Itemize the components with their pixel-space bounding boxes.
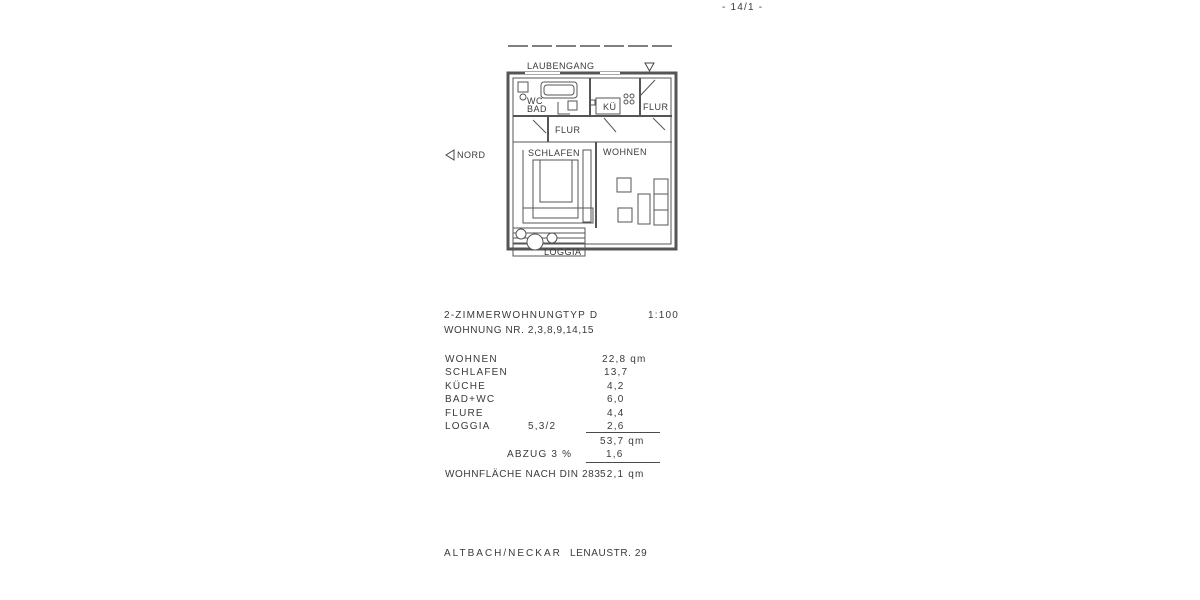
plan-scale: 1:100	[648, 310, 680, 321]
label-laubengang: LAUBENGANG	[527, 61, 595, 71]
subtotal-value: 53,7 qm	[600, 436, 645, 447]
label-bad: BAD	[527, 104, 548, 114]
deduction-value: 1,6	[606, 449, 624, 460]
area-value: 4,4	[607, 408, 625, 419]
label-nord: NORD	[457, 150, 486, 160]
area-name: LOGGIA	[445, 421, 491, 432]
apartment-type: TYP D	[563, 310, 599, 321]
apartment-numbers: WOHNUNG NR. 2,3,8,9,14,15	[444, 325, 595, 336]
area-name: WOHNEN	[445, 354, 498, 365]
sink	[568, 101, 577, 110]
entrance-arrow-icon	[645, 63, 654, 71]
label-loggia: LOGGIA	[544, 247, 582, 257]
area-value: 6,0	[607, 394, 625, 405]
label-wc: WC	[527, 96, 543, 106]
apartment-title: 2-ZIMMERWOHNUNG	[444, 310, 565, 321]
bathtub	[541, 82, 577, 98]
area-name: FLURE	[445, 408, 484, 419]
page-number: - 14/1 -	[722, 2, 764, 13]
subtotal-rule	[586, 432, 660, 433]
area-value: 13,7	[604, 367, 629, 378]
toilet	[518, 82, 528, 92]
label-flur-center: FLUR	[555, 125, 581, 135]
armchair	[618, 208, 632, 222]
table	[638, 194, 650, 224]
deduction-label: ABZUG 3 %	[507, 449, 573, 460]
total-label: WOHNFLÄCHE NACH DIN 283	[445, 469, 601, 480]
footer-street: LENAUSTR. 29	[570, 548, 648, 559]
label-flur-right: FLUR	[643, 102, 669, 112]
total-value: 52,1 qm	[600, 469, 645, 480]
label-kue: KÜ	[603, 102, 617, 112]
footer-place: ALTBACH/NECKAR	[444, 548, 562, 559]
label-wohnen: WOHNEN	[603, 147, 647, 157]
area-note: 5,3/2	[528, 421, 557, 432]
area-value: 22,8 qm	[602, 354, 647, 365]
shelf	[654, 179, 668, 225]
area-value: 4,2	[607, 381, 625, 392]
armchair	[617, 178, 631, 192]
area-name: BAD+WC	[445, 394, 496, 405]
area-name: SCHLAFEN	[445, 367, 508, 378]
area-name: KÜCHE	[445, 381, 487, 392]
total-rule	[586, 462, 660, 463]
area-value: 2,6	[607, 421, 625, 432]
label-schlafen: SCHLAFEN	[528, 148, 581, 158]
north-arrow-icon	[446, 150, 454, 160]
